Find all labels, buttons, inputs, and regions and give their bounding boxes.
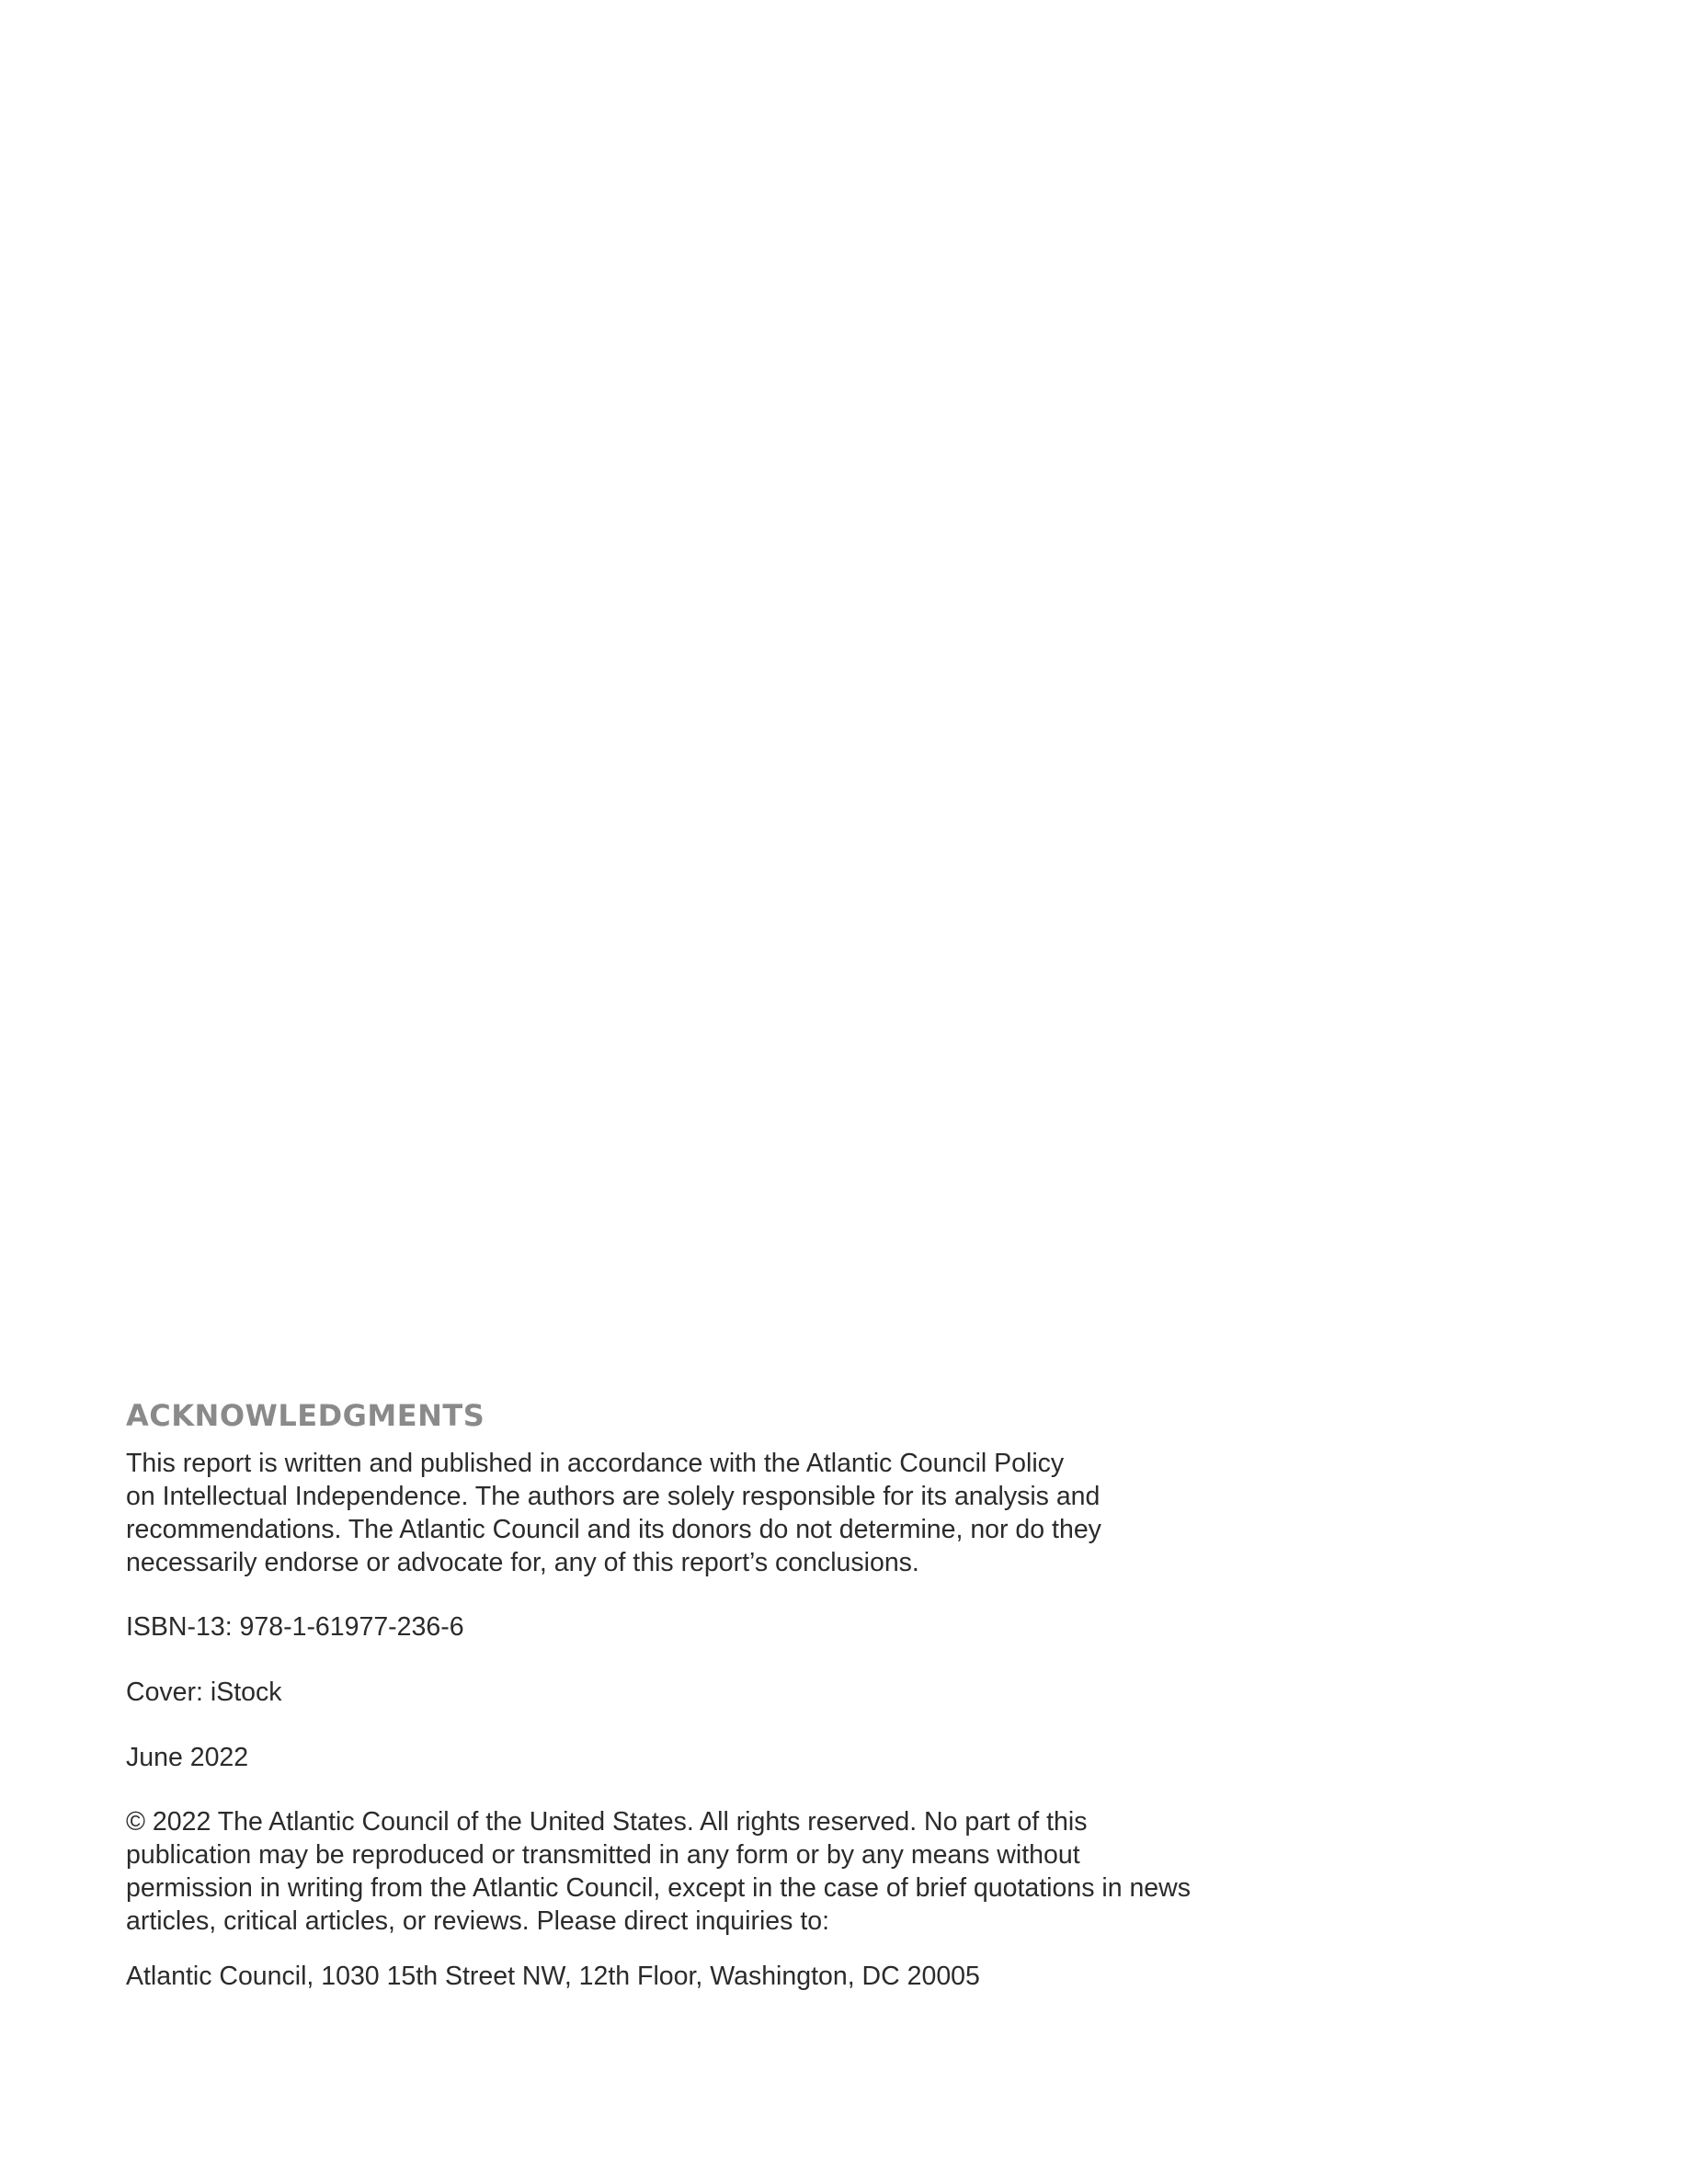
paragraph-line: necessarily endorse or advocate for, any of this report’s conclusions.	[126, 1548, 919, 1577]
paragraph-line: recommendations. The Atlantic Council and its donors do not determine, nor do they	[126, 1515, 1101, 1544]
mailing-address: Atlantic Council, 1030 15th Street NW, 12th Floor, Washington, DC 20005	[126, 1962, 980, 1991]
policy-paragraph	[126, 1447, 1137, 1579]
paragraph-line: articles, critical articles, or reviews. Please direct inquiries to:	[126, 1906, 830, 1936]
isbn-line: ISBN-13: 978-1-61977-236-6	[126, 1612, 464, 1642]
paragraph-line: permission in writing from the Atlantic Council, except in the case of brief quotations in news	[126, 1873, 1191, 1903]
section-heading: ACKNOWLEDGMENTS	[126, 1398, 485, 1433]
copyright-paragraph	[126, 1805, 1266, 1938]
paragraph-line: © 2022 The Atlantic Council of the United States. All rights reserved. No part of this	[126, 1807, 1088, 1837]
publication-date: June 2022	[126, 1743, 249, 1772]
paragraph-line: This report is written and published in accordance with the Atlantic Council Policy	[126, 1449, 1065, 1478]
acknowledgments-section	[126, 1395, 1266, 1993]
cover-credit: Cover: iStock	[126, 1678, 282, 1707]
paragraph-line: on Intellectual Independence. The authors are solely responsible for its analysis and	[126, 1482, 1101, 1511]
paragraph-line: publication may be reproduced or transmitted in any form or by any means without	[126, 1840, 1080, 1870]
